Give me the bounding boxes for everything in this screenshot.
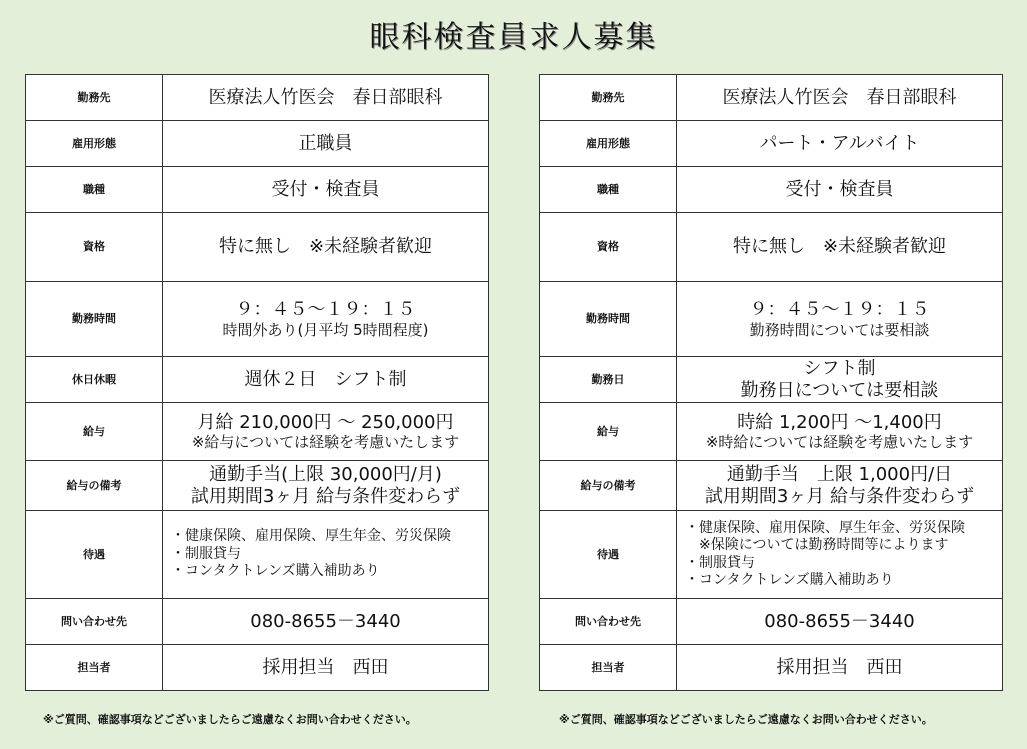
salary-notes-line-2: 試用期間3ヶ月 給与条件変わらず [190, 485, 461, 507]
row-person-in-charge [540, 645, 1003, 691]
row-qualification [540, 213, 1003, 282]
label-work-days: 勤務日 [540, 357, 677, 403]
value-benefits [163, 511, 489, 599]
row-hours [540, 282, 1003, 357]
row-qualification [26, 213, 489, 282]
inquiry-note: ※ご質問、確認事項などございましたらご遠慮なくお問い合わせください。 [559, 713, 933, 726]
benefit-item: ※保険については勤務時間等によります [685, 537, 949, 553]
row-workplace [540, 75, 1003, 121]
row-salary [540, 403, 1003, 461]
work-days-line-1: シフト制 [803, 357, 876, 379]
label-employment-type: 雇用形態 [26, 121, 163, 167]
row-contact [540, 599, 1003, 645]
label-holidays: 休日休暇 [26, 357, 163, 403]
benefit-item: ・コンタクトレンズ購入補助あり [685, 572, 894, 588]
row-benefits [540, 511, 1003, 599]
row-employment-type [540, 121, 1003, 167]
row-benefits [26, 511, 489, 599]
label-person-in-charge: 担当者 [540, 645, 677, 691]
value-workplace: 医療法人竹医会 春日部眼科 [677, 75, 1003, 121]
label-salary-notes: 給与の備考 [26, 461, 163, 511]
row-employment-type [26, 121, 489, 167]
benefit-item: ・制服貸与 [685, 554, 755, 571]
row-job-type [540, 167, 1003, 213]
label-salary-notes: 給与の備考 [540, 461, 677, 511]
parttime-job-table [539, 74, 1003, 691]
salary-line-1: 月給 210,000円 ～ 250,000円 [197, 411, 454, 433]
row-hours [26, 282, 489, 357]
row-salary-notes [540, 461, 1003, 511]
row-job-type [26, 167, 489, 213]
value-hours [677, 282, 1003, 357]
benefit-item: ・制服貸与 [171, 545, 241, 562]
label-person-in-charge: 担当者 [26, 645, 163, 691]
label-employment-type: 雇用形態 [540, 121, 677, 167]
benefit-item: ・健康保険、雇用保険、厚生年金、労災保険 [685, 519, 965, 536]
value-salary-notes [163, 461, 489, 511]
page-title: 眼科検査員求人募集 [369, 20, 658, 55]
label-qualification: 資格 [26, 213, 163, 282]
label-workplace: 勤務先 [540, 75, 677, 121]
label-job-type: 職種 [540, 167, 677, 213]
label-benefits: 待遇 [26, 511, 163, 599]
value-benefits [677, 511, 1003, 599]
label-contact: 問い合わせ先 [540, 599, 677, 645]
salary-notes-line-2: 試用期間3ヶ月 給与条件変わらず [704, 485, 975, 507]
value-work-days [677, 357, 1003, 403]
row-workplace [26, 75, 489, 121]
hours-line-2: 時間外あり(月平均 5時間程度) [222, 320, 429, 339]
value-holidays: 週休２日 シフト制 [163, 357, 489, 403]
row-person-in-charge [26, 645, 489, 691]
hours-line-1: ９：４５～１９：１５ [749, 299, 930, 321]
benefit-item: ・コンタクトレンズ購入補助あり [171, 563, 380, 580]
fulltime-job-table [25, 74, 489, 691]
label-hours: 勤務時間 [26, 282, 163, 357]
row-salary [26, 403, 489, 461]
value-salary [163, 403, 489, 461]
value-job-type: 受付・検査員 [163, 167, 489, 213]
value-salary [677, 403, 1003, 461]
row-holidays [26, 357, 489, 403]
value-person-in-charge: 採用担当 西田 [677, 645, 1003, 691]
row-salary-notes [26, 461, 489, 511]
value-employment-type: 正職員 [163, 121, 489, 167]
label-salary: 給与 [540, 403, 677, 461]
label-qualification: 資格 [540, 213, 677, 282]
row-contact [26, 599, 489, 645]
salary-notes-line-1: 通勤手当(上限 30,000円/月) [209, 463, 442, 485]
label-hours: 勤務時間 [540, 282, 677, 357]
value-qualification: 特に無し ※未経験者歓迎 [677, 213, 1003, 282]
value-job-type: 受付・検査員 [677, 167, 1003, 213]
label-contact: 問い合わせ先 [26, 599, 163, 645]
value-person-in-charge: 採用担当 西田 [163, 645, 489, 691]
value-hours [163, 282, 489, 357]
hours-line-2: 勤務時間については要相談 [749, 320, 930, 339]
value-qualification: 特に無し ※未経験者歓迎 [163, 213, 489, 282]
value-contact-phone[interactable]: 080-8655－3440 [163, 599, 489, 645]
value-employment-type: パート・アルバイト [677, 121, 1003, 167]
salary-line-2: ※時給については経験を考慮いたします [705, 433, 974, 452]
value-contact-phone[interactable]: 080-8655－3440 [677, 599, 1003, 645]
label-salary: 給与 [26, 403, 163, 461]
salary-notes-line-1: 通勤手当 上限 1,000円/日 [726, 463, 953, 485]
salary-line-1: 時給 1,200円 ～1,400円 [737, 411, 942, 433]
value-salary-notes [677, 461, 1003, 511]
inquiry-note: ※ご質問、確認事項などございましたらご遠慮なくお問い合わせください。 [43, 713, 417, 726]
value-workplace: 医療法人竹医会 春日部眼科 [163, 75, 489, 121]
label-workplace: 勤務先 [26, 75, 163, 121]
row-work-days [540, 357, 1003, 403]
label-job-type: 職種 [26, 167, 163, 213]
work-days-line-2: 勤務日については要相談 [740, 379, 939, 401]
hours-line-1: ９：４５～１９：１５ [235, 299, 416, 321]
label-benefits: 待遇 [540, 511, 677, 599]
salary-line-2: ※給与については経験を考慮いたします [191, 433, 460, 452]
benefit-item: ・健康保険、雇用保険、厚生年金、労災保険 [171, 528, 451, 545]
